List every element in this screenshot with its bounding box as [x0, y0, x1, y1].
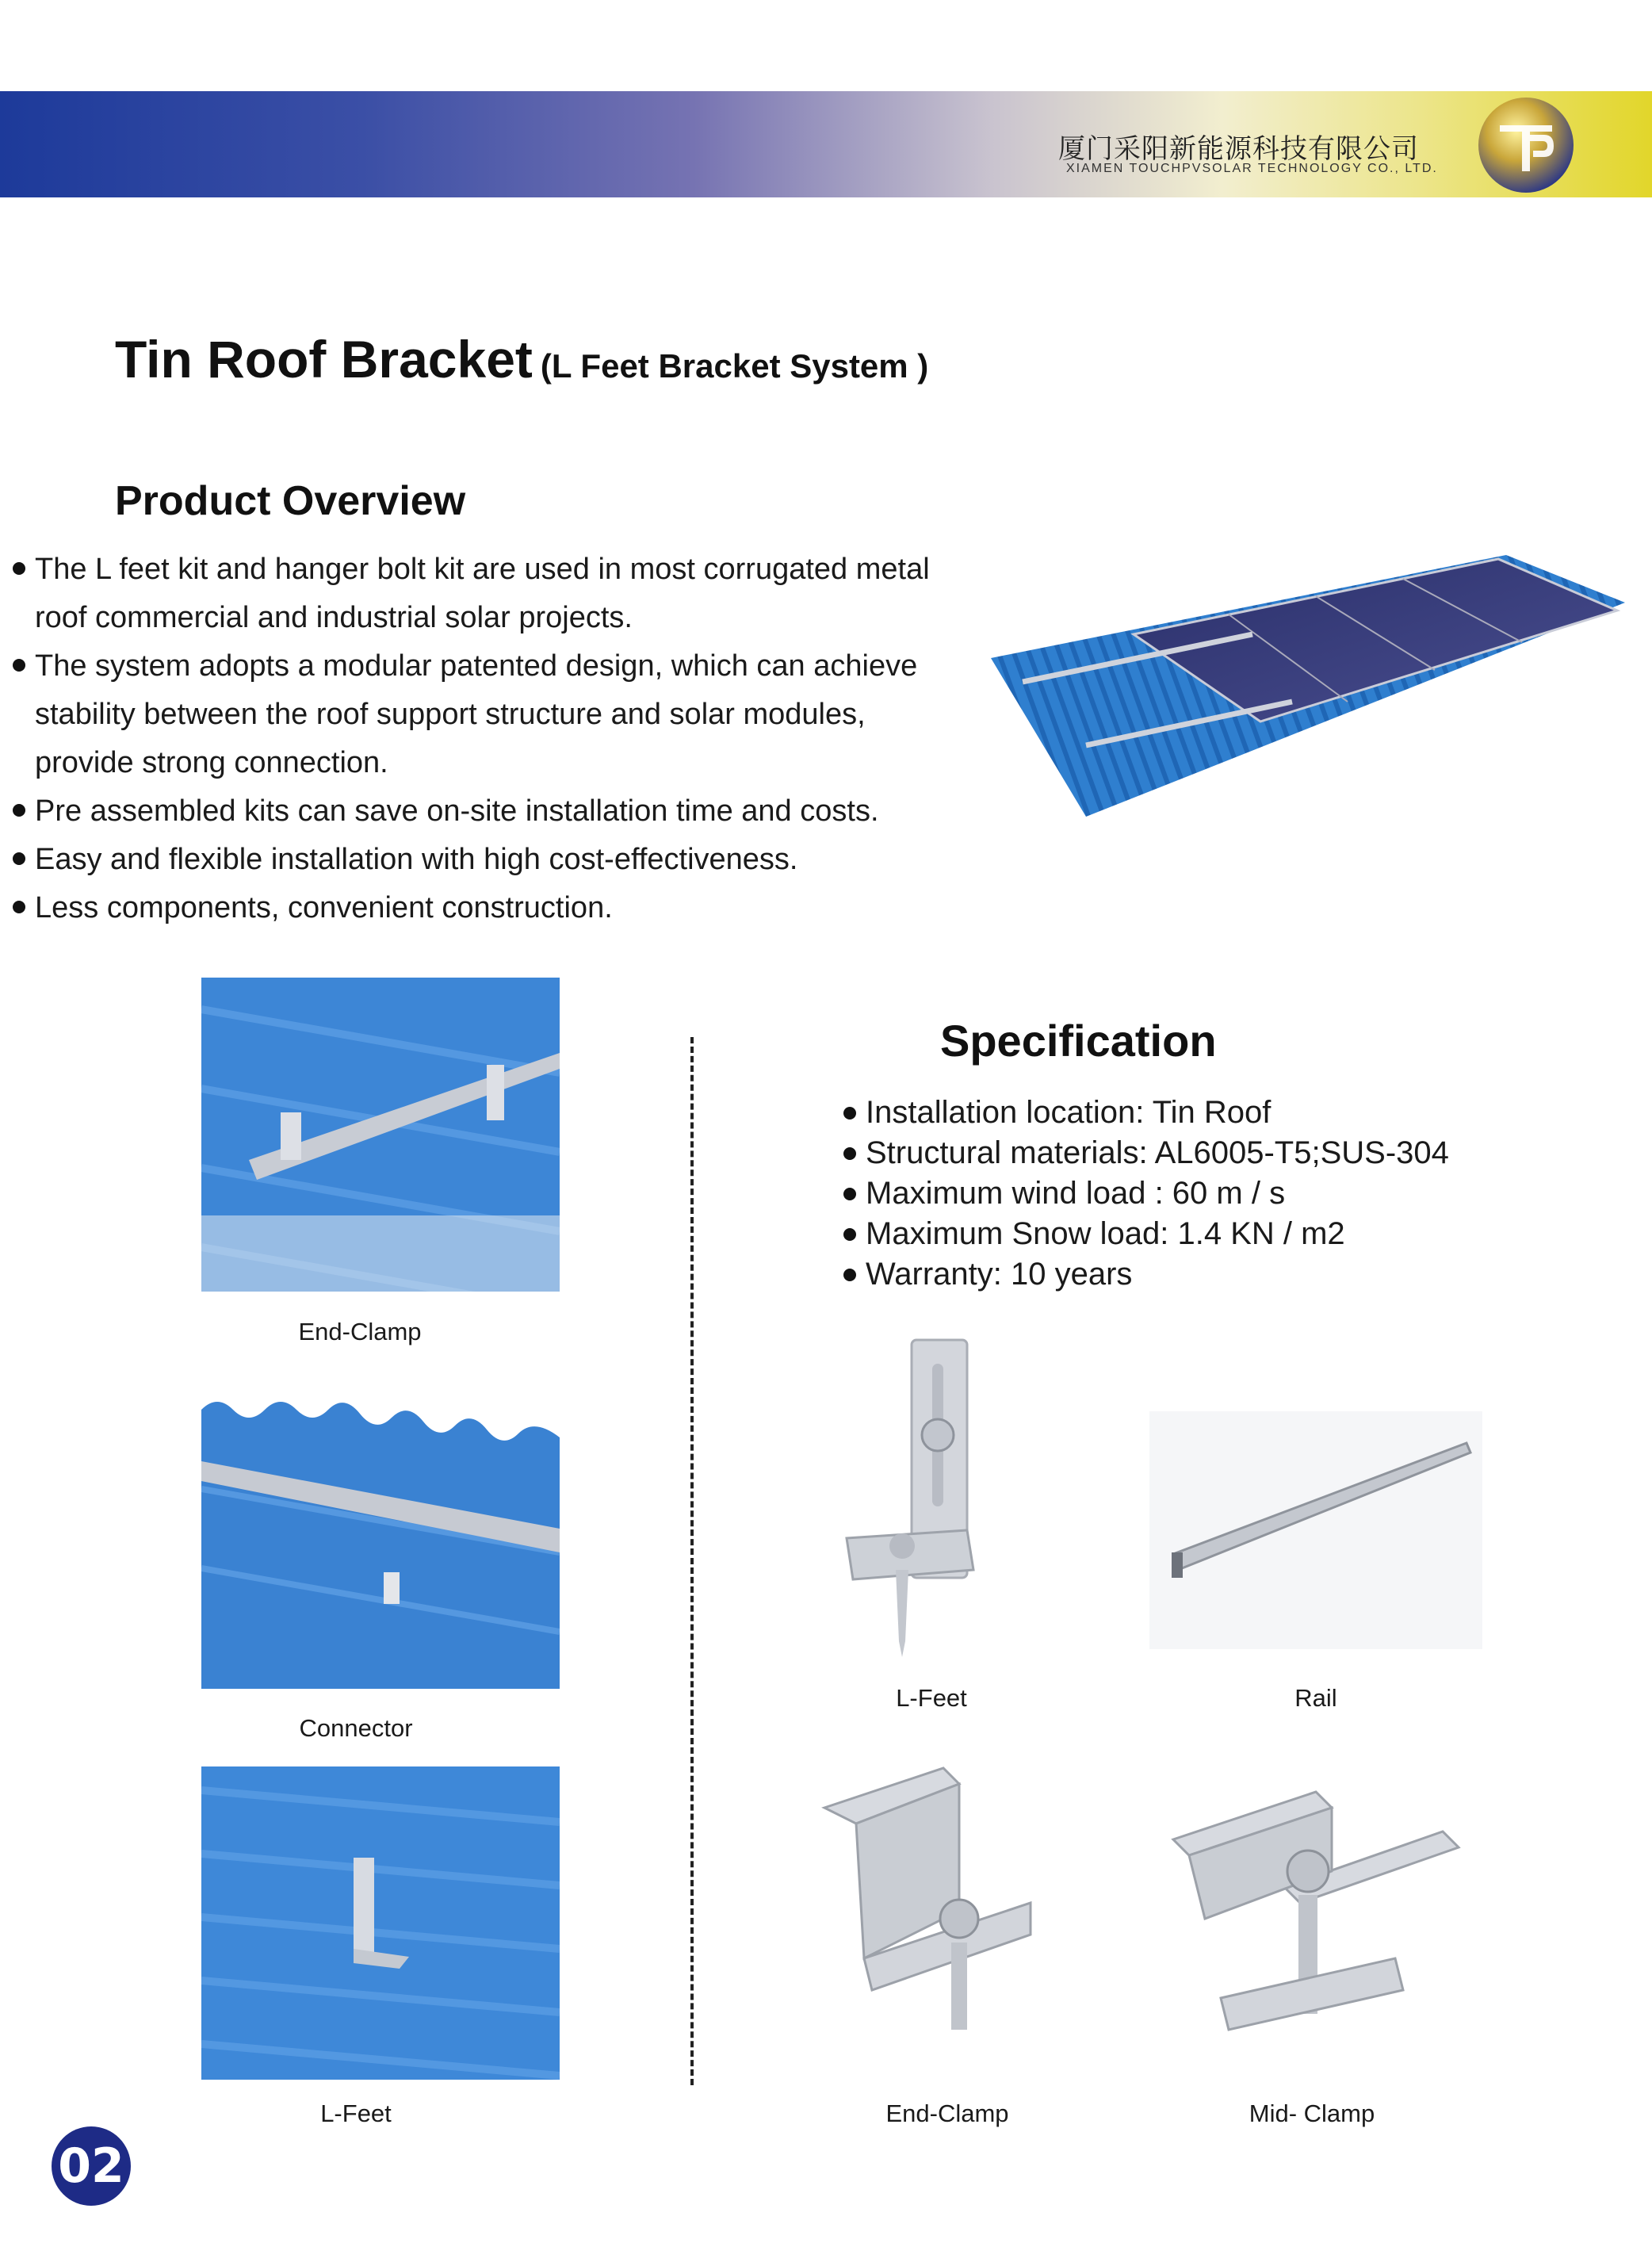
rail-component-image [1149, 1411, 1482, 1649]
caption-connector-photo: Connector [299, 1714, 413, 1742]
end-clamp-component-image [809, 1760, 1062, 2077]
company-name-cn: 厦门采阳新能源科技有限公司 [1058, 133, 1419, 165]
caption-l-feet-component: L-Feet [896, 1684, 967, 1712]
specification-heading: Specification [940, 1016, 1217, 1066]
specification-list [840, 1093, 1601, 1295]
page-title-main: Tin Roof Bracket [115, 330, 533, 389]
list-item: Less components, convenient construction. [10, 884, 961, 932]
page-subtitle: (L Feet Bracket System ) [540, 347, 929, 385]
list-item: Pre assembled kits can save on-site installation time and costs. [10, 787, 961, 836]
list-item: Maximum Snow load: 1.4 KN / m2 [840, 1214, 1601, 1254]
mid-clamp-component-image [1157, 1760, 1474, 2077]
company-name-en: XIAMEN TOUCHPVSOLAR TECHNOLOGY CO., LTD. [1066, 162, 1438, 175]
page-number-badge: 02 [52, 2126, 131, 2206]
caption-rail-component: Rail [1294, 1684, 1337, 1712]
l-feet-component-image [831, 1332, 1040, 1673]
caption-end-clamp-photo: End-Clamp [298, 1318, 422, 1345]
solar-roof-hero-image [991, 555, 1625, 817]
list-item: Installation location: Tin Roof [840, 1093, 1601, 1133]
caption-end-clamp-component: End-Clamp [885, 2099, 1009, 2127]
list-item: Structural materials: AL6005-T5;SUS-304 [840, 1133, 1601, 1173]
caption-mid-clamp-component: Mid- Clamp [1249, 2099, 1375, 2127]
overview-list [10, 545, 961, 932]
list-item: The L feet kit and hanger bolt kit are used in most corrugated metal roof commercial and industrial solar projects. [10, 545, 961, 642]
page-title [115, 329, 928, 389]
list-item: Warranty: 10 years [840, 1254, 1601, 1295]
caption-l-feet-photo: L-Feet [320, 2099, 392, 2127]
l-feet-install-photo [201, 1766, 560, 2080]
list-item: The system adopts a modular patented design, which can achieve stability between the roof support structure and solar modules, provide strong connection. [10, 642, 961, 787]
end-clamp-install-photo [201, 978, 560, 1292]
column-divider [690, 1037, 694, 2085]
list-item: Easy and flexible installation with high cost-effectiveness. [10, 836, 961, 884]
tp-logo-icon [1476, 95, 1576, 195]
overview-heading: Product Overview [115, 478, 466, 524]
list-item: Maximum wind load : 60 m / s [840, 1173, 1601, 1214]
connector-install-photo [201, 1394, 560, 1689]
